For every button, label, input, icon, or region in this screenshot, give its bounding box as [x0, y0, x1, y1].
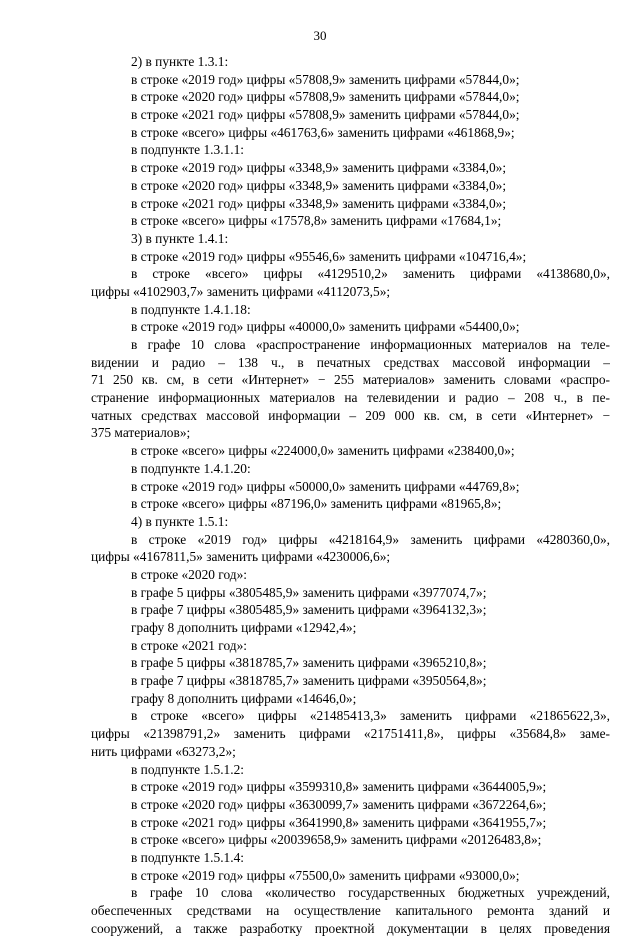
- text-line: графу 8 дополнить цифрами «14646,0»;: [131, 690, 357, 706]
- text-line: в подпункте 1.5.1.2:: [131, 761, 245, 777]
- text-line: в подпункте 1.5.1.4:: [131, 849, 245, 865]
- text-line: в строке «2021 год» цифры «3348,9» заменить цифрами «3384,0»;: [131, 195, 507, 211]
- text-line: в строке «всего» цифры «17578,8» заменить цифрами «17684,1»;: [131, 213, 502, 229]
- text-line: 2) в пункте 1.3.1:: [131, 54, 229, 69]
- text-line: видении и радио – 138 ч., в печатных средствах массовой информации –: [91, 354, 610, 370]
- text-line: в графе 7 цифры «3818785,7» заменить цифрами «3950564,8»;: [131, 673, 487, 689]
- text-line: в строке «2019 год» цифры «50000,0» заменить цифрами «44769,8»;: [131, 478, 520, 494]
- text-line: 375 материалов»;: [91, 425, 191, 441]
- text-line: в графе 10 слова «количество государственных бюджетных учреждений,: [131, 885, 610, 901]
- page-number: 30: [313, 28, 327, 43]
- text-line: обеспеченных средствами на осуществление капитального ремонта зданий и: [91, 903, 610, 918]
- text-line: в строке «2019 год» цифры «4218164,9» заменить цифрами «4280360,0»,: [131, 531, 610, 547]
- text-line: чатных средствах массовой информации – 209 000 кв. см, в сети «Интернет» −: [91, 407, 610, 423]
- text-line: в графе 10 слова «распространение информационных материалов на теле-: [131, 337, 610, 352]
- text-line: в строке «2019 год» цифры «40000,0» заменить цифрами «54400,0»;: [131, 319, 520, 335]
- text-line: в строке «всего» цифры «461763,6» заменить цифрами «461868,9»;: [131, 124, 515, 140]
- text-line: странение информационных материалов на телевидении и радио – 208 ч., в пе-: [91, 390, 610, 406]
- text-line: в строке «2019 год» цифры «95546,6» заменить цифрами «104716,4»;: [131, 248, 527, 264]
- text-line: в подпункте 1.4.1.20:: [131, 460, 251, 476]
- text-line: цифры «4102903,7» заменить цифрами «4112073,5»;: [91, 283, 391, 299]
- text-line: сооружений, а также разработку проектной документации в целях проведения: [91, 920, 610, 936]
- text-line: в графе 7 цифры «3805485,9» заменить цифрами «3964132,3»;: [131, 602, 487, 618]
- text-line: в строке «всего» цифры «87196,0» заменить цифрами «81965,8»;: [131, 496, 502, 512]
- text-line: 3) в пункте 1.4.1:: [131, 230, 229, 246]
- text-line: графу 8 дополнить цифрами «12942,4»;: [131, 620, 357, 635]
- text-line: в строке «2021 год»:: [131, 637, 248, 653]
- text-line: в графе 5 цифры «3805485,9» заменить цифрами «3977074,7»;: [131, 584, 487, 600]
- text-line: в подпункте 1.3.1.1:: [131, 142, 245, 158]
- text-line: в строке «2019 год» цифры «75500,0» заменить цифрами «93000,0»;: [131, 867, 520, 883]
- text-line: в строке «2019 год» цифры «57808,9» заменить цифрами «57844,0»;: [131, 71, 520, 87]
- text-line: в строке «всего» цифры «21485413,3» заменить цифрами «21865622,3»,: [131, 708, 610, 724]
- text-line: в строке «2019 год» цифры «3348,9» заменить цифрами «3384,0»;: [131, 160, 507, 176]
- text-line: 71 250 кв. см, в сети «Интернет» − 255 материалов» заменить словами «распро-: [91, 372, 610, 388]
- text-line: нить цифрами «63273,2»;: [91, 743, 236, 759]
- text-line: в подпункте 1.4.1.18:: [131, 301, 251, 317]
- text-line: в строке «всего» цифры «224000,0» заменить цифрами «238400,0»;: [131, 443, 515, 459]
- text-line: цифры «21398791,2» заменить цифрами «21751411,8», цифры «35684,8» заме-: [91, 726, 610, 742]
- text-line: в строке «2021 год» цифры «3641990,8» заменить цифрами «3641955,7»;: [131, 814, 547, 830]
- document-body: [91, 53, 610, 937]
- text-line: в строке «2020 год»:: [131, 566, 248, 582]
- text-line: цифры «4167811,5» заменить цифрами «4230006,6»;: [91, 549, 391, 565]
- text-line: в строке «2020 год» цифры «3348,9» заменить цифрами «3384,0»;: [131, 177, 507, 193]
- text-line: в строке «2019 год» цифры «3599310,8» заменить цифрами «3644005,9»;: [131, 779, 547, 795]
- text-line: в строке «2020 год» цифры «57808,9» заменить цифрами «57844,0»;: [131, 89, 520, 105]
- text-line: в строке «всего» цифры «4129510,2» заменить цифрами «4138680,0»,: [131, 266, 610, 282]
- text-line: в строке «2021 год» цифры «57808,9» заменить цифрами «57844,0»;: [131, 107, 520, 123]
- text-line: в графе 5 цифры «3818785,7» заменить цифрами «3965210,8»;: [131, 655, 487, 671]
- text-line: 4) в пункте 1.5.1:: [131, 513, 229, 529]
- text-line: в строке «всего» цифры «20039658,9» заменить цифрами «20126483,8»;: [131, 832, 542, 848]
- text-line: в строке «2020 год» цифры «3630099,7» заменить цифрами «3672264,6»;: [131, 796, 547, 812]
